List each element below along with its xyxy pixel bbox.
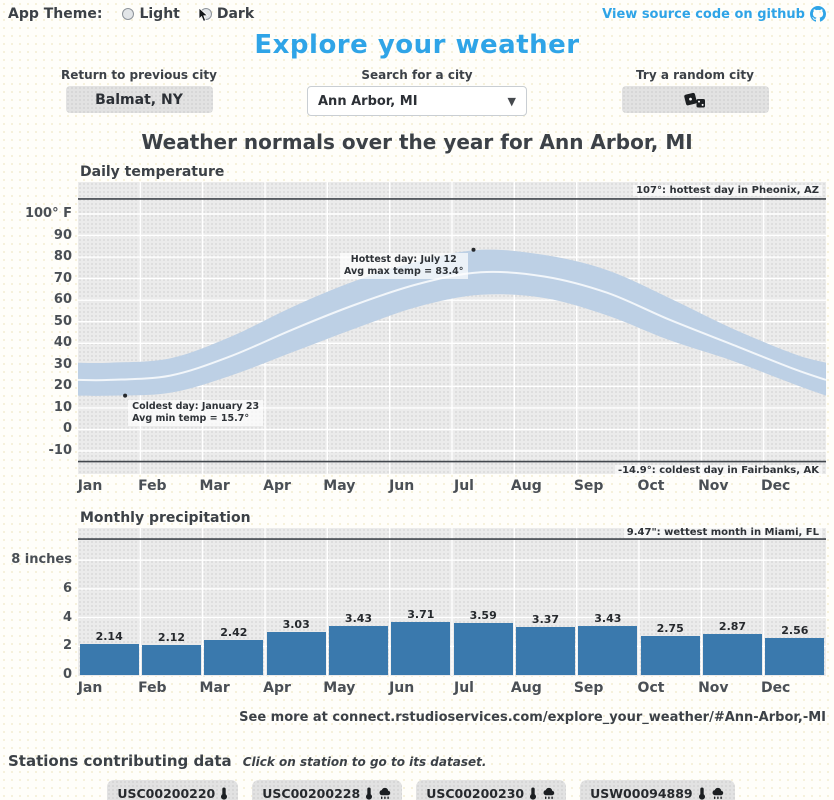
- x-tick-label: May: [323, 680, 356, 696]
- precip-bar: [765, 638, 824, 675]
- x-tick-label: Jun: [389, 680, 415, 696]
- y-tick-label: 30: [53, 356, 72, 372]
- x-tick-label: Aug: [510, 680, 542, 696]
- stations-section: [0, 751, 834, 800]
- y-tick-label: 8 inches: [11, 552, 72, 568]
- precip-bar-value: 3.71: [407, 607, 435, 621]
- temperature-x-axis: [78, 478, 826, 498]
- radio-light-label: Light: [139, 6, 180, 22]
- x-tick-label: Jul: [454, 478, 474, 494]
- y-tick-label: 4: [62, 609, 72, 625]
- random-city-label: Try a random city: [636, 68, 754, 82]
- coldest-day-line1: Coldest day: January 23: [132, 400, 260, 412]
- x-tick-label: Jun: [389, 478, 415, 494]
- temperature-plot-panel: [78, 182, 826, 474]
- station-id: USC00200220: [117, 786, 216, 800]
- chart-main-title: Weather normals over the year for Ann Arbor, MI: [141, 130, 693, 154]
- x-tick-label: Nov: [698, 478, 729, 494]
- station-button-row: [8, 780, 834, 800]
- precip-bar: [204, 640, 263, 675]
- precip-bar: [454, 623, 513, 675]
- y-tick-label: 2: [62, 638, 72, 654]
- hottest-ref-label: 107°: hottest day in Pheonix, AZ: [633, 185, 822, 196]
- coldest-ref-label: -14.9°: coldest day in Fairbanks, AK: [615, 465, 822, 476]
- y-tick-label: 0: [62, 421, 72, 437]
- x-tick-label: Apr: [263, 478, 291, 494]
- precip-bar-value: 2.87: [718, 619, 747, 633]
- github-link-label: View source code on github: [602, 6, 805, 22]
- x-tick-label: Sep: [573, 478, 604, 494]
- page-title: Explore your weather: [254, 30, 580, 60]
- precip-bar: [703, 634, 762, 675]
- thermometer-icon: [365, 787, 373, 800]
- x-tick-label: Nov: [698, 680, 729, 696]
- x-tick-label: Jul: [454, 680, 474, 696]
- y-tick-label: 80: [53, 249, 72, 265]
- city-select[interactable]: [307, 86, 527, 116]
- coldest-day-line2: Avg min temp = 15.7°: [132, 412, 250, 424]
- station-button-USC00200230[interactable]: [416, 780, 566, 800]
- hottest-day-line1: Hottest day: July 12: [350, 253, 457, 265]
- precip-bar-value: 3.59: [469, 609, 497, 623]
- precip-bar-value: 3.43: [344, 611, 373, 625]
- search-city-label: Search for a city: [361, 68, 473, 82]
- precip-chart-title: Monthly precipitation: [80, 510, 251, 526]
- y-tick-label: -10: [48, 442, 72, 458]
- radio-dark-label: Dark: [216, 6, 255, 22]
- app-theme-label: App Theme:: [8, 6, 103, 22]
- x-tick-label: Apr: [263, 680, 291, 696]
- y-tick-label: 40: [53, 335, 72, 351]
- precip-bar-value: 3.43: [594, 611, 622, 625]
- rain-cloud-icon: [711, 787, 725, 800]
- precip-bar-value: 3.37: [531, 612, 560, 626]
- y-tick-label: 20: [53, 378, 72, 394]
- rain-cloud-icon: [542, 787, 556, 800]
- temperature-chart: [0, 182, 834, 496]
- thermometer-icon: [220, 787, 228, 800]
- chevron-down-icon: ▼: [507, 94, 516, 108]
- see-more-text: See more at connect.rstudioservices.com/explore_your_weather/#Ann-Arbor,-MI: [239, 710, 826, 725]
- precip-bar-value: 2.12: [157, 630, 186, 644]
- x-tick-label: Jan: [77, 680, 103, 696]
- station-button-USW00094889[interactable]: [580, 780, 735, 800]
- x-tick-label: Mar: [199, 680, 230, 696]
- precipitation-plot-panel: [78, 528, 826, 676]
- top-bar: [0, 0, 834, 28]
- temperature-chart-svg: [78, 182, 826, 474]
- x-tick-label: Oct: [637, 680, 665, 696]
- precipitation-chart: [0, 528, 834, 700]
- precip-bar: [329, 626, 388, 675]
- hottest-day-line2: Avg max temp = 83.4°: [344, 265, 464, 277]
- stations-note: Click on station to go to its dataset.: [242, 755, 487, 769]
- precip-bar-value: 2.56: [781, 624, 809, 638]
- dice-icon: [683, 91, 707, 108]
- thermometer-icon: [529, 787, 537, 800]
- stations-heading: Stations contributing data: [8, 752, 232, 770]
- station-button-USC00200228[interactable]: [252, 780, 402, 800]
- precip-bar: [142, 645, 201, 675]
- city-controls: [0, 68, 834, 116]
- wettest-ref-label: 9.47": wettest month in Miami, FL: [624, 527, 822, 538]
- previous-city-label: Return to previous city: [61, 68, 217, 82]
- rain-cloud-icon: [378, 787, 392, 800]
- precip-bar-value: 2.42: [220, 626, 248, 640]
- x-tick-label: Jan: [77, 478, 103, 494]
- precipitation-x-axis: [78, 680, 826, 700]
- x-tick-label: Dec: [760, 680, 791, 696]
- precip-bar: [641, 636, 700, 675]
- y-tick-label: 100° F: [24, 206, 72, 221]
- x-tick-label: Dec: [760, 478, 791, 494]
- theme-option-dark[interactable]: [200, 6, 254, 22]
- previous-city-button[interactable]: Balmat, NY: [66, 86, 213, 113]
- coldest-day-annotation: [128, 400, 263, 426]
- x-tick-label: Sep: [573, 680, 604, 696]
- city-select-value: Ann Arbor, MI: [318, 93, 418, 109]
- x-tick-label: Mar: [199, 478, 230, 494]
- y-tick-label: 6: [62, 580, 72, 596]
- y-tick-label: 50: [53, 313, 72, 329]
- station-button-USC00200220[interactable]: [107, 780, 238, 800]
- y-tick-label: 70: [53, 270, 72, 286]
- x-tick-label: May: [323, 478, 356, 494]
- temp-chart-title: Daily temperature: [80, 164, 225, 180]
- precip-bar: [391, 622, 450, 675]
- y-tick-label: 0: [62, 667, 72, 682]
- x-tick-label: Aug: [510, 478, 542, 494]
- precip-bar-value: 2.75: [656, 621, 684, 635]
- station-id: USC00200228: [262, 786, 361, 800]
- x-tick-label: Feb: [138, 478, 167, 494]
- precip-bar: [516, 627, 575, 675]
- precip-bar-value: 3.03: [282, 617, 310, 631]
- station-id: USC00200230: [426, 786, 525, 800]
- random-city-button[interactable]: [622, 86, 769, 113]
- x-tick-label: Feb: [138, 680, 167, 696]
- precip-bar-value: 2.14: [95, 630, 123, 644]
- thermometer-icon: [698, 787, 706, 800]
- precip-bar: [267, 632, 326, 675]
- y-tick-label: 60: [53, 292, 72, 308]
- theme-option-light[interactable]: [122, 6, 179, 22]
- github-link[interactable]: [602, 6, 826, 22]
- hottest-day-annotation: [340, 253, 468, 279]
- station-id: USW00094889: [590, 786, 693, 800]
- y-tick-label: 10: [53, 399, 72, 415]
- radio-light[interactable]: [122, 8, 134, 20]
- x-tick-label: Oct: [637, 478, 665, 494]
- precip-bar: [80, 644, 139, 675]
- mouse-cursor: [198, 8, 210, 23]
- github-icon: [810, 6, 826, 22]
- y-tick-label: 90: [53, 227, 72, 243]
- precip-bar: [578, 626, 637, 675]
